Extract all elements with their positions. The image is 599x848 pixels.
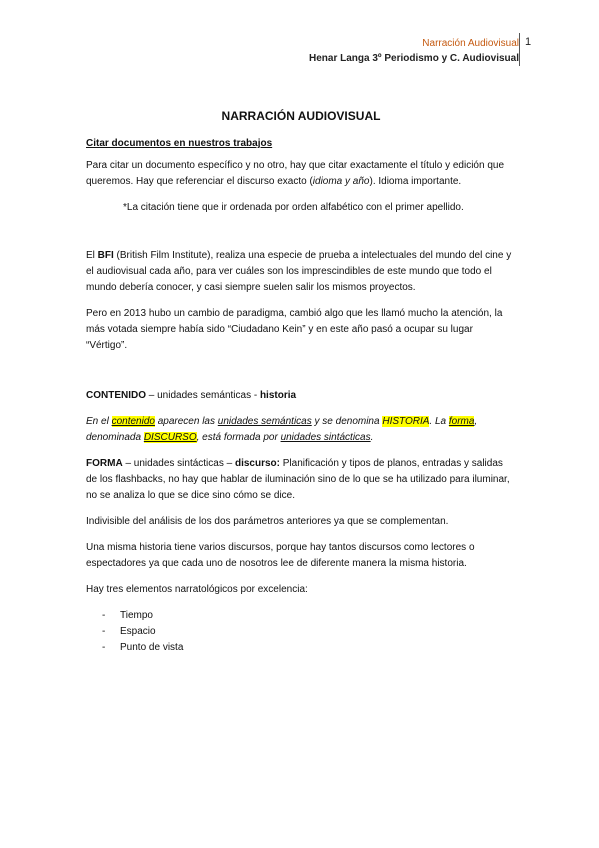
text-span: aparecen las: [154, 416, 218, 427]
list-item: [102, 640, 516, 656]
dash-bullet: -: [102, 642, 106, 653]
page-header: [309, 36, 519, 66]
paragraph-misma-historia: Una misma historia tiene varios discursos, porque hay tantos discursos como lectores o espectadores ya que cada uno de nosotros lee de diferente manera la misma historia.: [86, 542, 475, 569]
paragraph-forma: [86, 456, 516, 504]
text-span: (British Film Institute), realiza una especie de prueba a intelectuales del mundo del cine y el audiovisual cada año, para ver cuáles son los imprescindibles de este mundo que todo el mundo debería conocer, y casi siempre suelen salir los mismos proyectos.: [86, 250, 512, 293]
list-item-label: Espacio: [120, 626, 156, 637]
text-span: – unidades semánticas -: [146, 390, 260, 401]
paragraph-paradigm: Pero en 2013 hubo un cambio de paradigma, cambió algo que les llamó mucho la atención, la más votada siempre había sido “Ciudadano Kein” y en este año pasó a ocupar su lugar “Vértigo”.: [86, 308, 503, 351]
text-span: , está formada por: [196, 432, 281, 443]
highlight-forma: forma: [448, 416, 475, 427]
list-item: [102, 608, 516, 624]
highlight-contenido: contenido: [111, 416, 155, 427]
paragraph-contenido-forma: [86, 414, 516, 446]
text-span: En el: [86, 416, 112, 427]
text-span: . La: [429, 416, 449, 427]
document-title: NARRACIÓN AUDIOVISUAL: [221, 109, 381, 123]
spacer: [86, 364, 516, 388]
bullet-list: [86, 608, 516, 656]
header-subject: Narración Audiovisual: [422, 38, 519, 49]
dash-bullet: -: [102, 626, 106, 637]
paragraph-tres-elementos: Hay tres elementos narratológicos por excelencia:: [86, 584, 308, 595]
bold-text: historia: [259, 390, 297, 401]
bold-text: CONTENIDO: [86, 390, 146, 401]
document-body: [86, 108, 516, 656]
highlight-historia: HISTORIA: [382, 416, 430, 427]
list-item-label: Punto de vista: [120, 642, 184, 653]
text-span: El: [86, 250, 98, 261]
text-span: – unidades sintácticas –: [122, 458, 235, 469]
underline-text: unidades semánticas: [217, 416, 312, 427]
text-span: y se denomina: [311, 416, 383, 427]
text-span: ). Idioma importante.: [369, 176, 462, 187]
header-divider: [519, 33, 520, 66]
list-item: [102, 624, 516, 640]
list-item-label: Tiempo: [120, 610, 153, 621]
dash-bullet: -: [102, 610, 106, 621]
note-citacion: *La citación tiene que ir ordenada por orden alfabético con el primer apellido.: [123, 202, 464, 213]
text-span: .: [370, 432, 374, 443]
text-span: Planificación y tipos de planos, entradas y salidas de los flashbacks, no hay que hablar de iluminación sino de lo que se ha utilizado para iluminar, no se analiza lo que se dice sino cómo se dice.: [86, 458, 510, 501]
highlight-discurso: DISCURSO: [143, 432, 197, 443]
text-span: , denominada: [86, 416, 478, 443]
page-number: 1: [525, 36, 532, 48]
section-heading-citar: Citar documentos en nuestros trabajos: [86, 138, 273, 149]
underline-text: unidades sintácticas: [280, 432, 371, 443]
paragraph-citar: [86, 158, 516, 190]
bold-text: discurso:: [234, 458, 280, 469]
header-author: Henar Langa 3º Periodismo y C. Audiovisual: [309, 53, 519, 64]
paragraph-indivisible: Indivisible del análisis de los dos parámetros anteriores ya que se complementan.: [86, 516, 449, 527]
text-span: Para citar un documento específico y no otro, hay que citar exactamente el título y edición que queremos. Hay que referenciar el discurso exacto (: [86, 160, 505, 187]
bold-text: BFI: [97, 250, 114, 261]
italic-text: idioma y año: [312, 176, 370, 187]
bold-text: FORMA: [86, 458, 123, 469]
paragraph-bfi: [86, 248, 516, 296]
heading-contenido: [86, 388, 516, 404]
